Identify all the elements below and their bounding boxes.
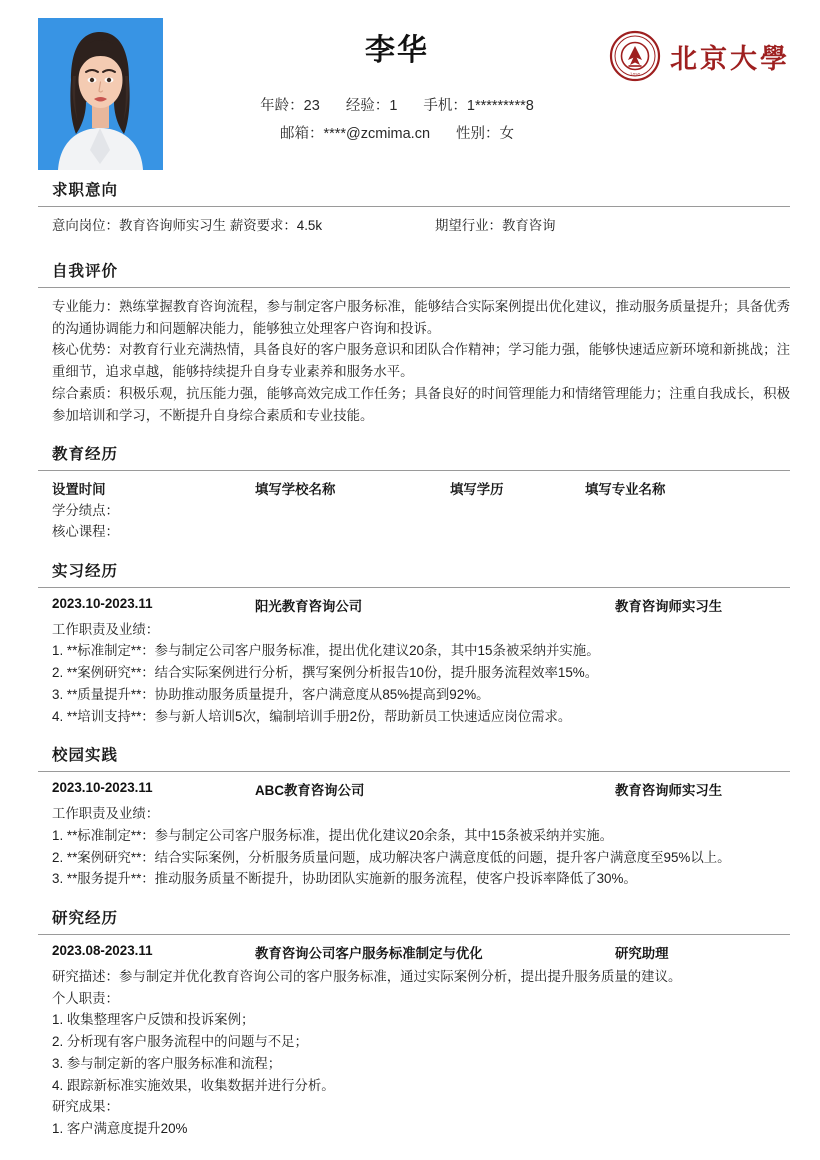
research-project: 教育咨询公司客户服务标准制定与优化 xyxy=(255,946,483,962)
education-gpa: 学分绩点： xyxy=(52,503,119,519)
section-divider xyxy=(38,470,790,471)
list-item: 4. 跟踪新标准实施效果，收集数据并进行分析。 xyxy=(52,1077,335,1093)
experience-label: 经验： xyxy=(345,98,390,114)
campus-practice-body xyxy=(38,780,790,890)
section-internship xyxy=(0,559,820,728)
gender-value: 女 xyxy=(499,125,515,142)
position-label: 意向岗位： xyxy=(52,218,119,233)
research-result-list xyxy=(52,1118,790,1140)
svg-text:1898: 1898 xyxy=(629,71,641,77)
job-intent-left xyxy=(52,215,322,234)
email-label: 邮箱： xyxy=(279,125,324,142)
info-row-1 xyxy=(169,93,625,121)
section-title-self-evaluation: 自我评价 xyxy=(52,263,119,280)
list-item: 4. **培训支持**：参与新人培训5次，编制培训手册2份，帮助新员工快速适应岗位需求。 xyxy=(52,708,572,724)
education-col-school: 填写学校名称 xyxy=(255,482,336,498)
gender-label: 性别： xyxy=(456,125,500,142)
job-intent-right xyxy=(435,215,556,234)
research-result-label: 研究成果： xyxy=(52,1099,119,1115)
internship-date: 2023.10-2023.11 xyxy=(52,595,153,611)
section-title-campus-practice: 校园实践 xyxy=(52,747,119,765)
list-item: 1. 收集整理客户反馈和投诉案例； xyxy=(52,1012,255,1028)
phone-label: 手机： xyxy=(423,98,467,114)
campus-bullet-list xyxy=(52,825,790,890)
list-item: 2. **案例研究**：结合实际案例进行分析，撰写案例分析报告10份，提升服务流程效率15%。 xyxy=(52,665,599,681)
age-value: 23 xyxy=(303,98,320,114)
internship-duty-label: 工作职责及业绩： xyxy=(52,621,160,637)
internship-body xyxy=(38,596,790,728)
profile-photo-image xyxy=(38,18,163,170)
list-item: 1. **标准制定**：参与制定公司客户服务标准，提出优化建议20余条，其中15条被采纳并实施。 xyxy=(52,827,613,843)
research-description: 研究描述：参与制定并优化教育咨询公司的客户服务标准，通过实际案例分析，提出提升服务质量的建议。 xyxy=(52,969,682,985)
section-title-internship: 实习经历 xyxy=(52,562,119,580)
research-duty-label: 个人职责： xyxy=(52,990,119,1006)
research-entry-header xyxy=(52,943,790,966)
internship-role: 教育咨询师实习生 xyxy=(615,598,723,614)
email-value: ****@zcmima.cn xyxy=(323,125,431,142)
list-item: 2. **案例研究**：结合实际案例，分析服务质量问题，成功解决客户满意度低的问题，提升客户满意度至95%以上。 xyxy=(52,849,731,865)
profile-photo xyxy=(38,18,163,170)
education-table-header xyxy=(52,479,790,501)
self-evaluation-body xyxy=(38,296,790,426)
list-item: 3. **质量提升**：协助推动服务质量提升，客户满意度从85%提高到92%。 xyxy=(52,686,490,702)
section-self-evaluation xyxy=(0,259,820,426)
section-job-intent xyxy=(0,178,820,239)
research-bullet-list xyxy=(52,1009,790,1096)
section-campus-practice xyxy=(0,743,820,890)
internship-company: 阳光教育咨询公司 xyxy=(255,598,363,614)
experience-value: 1 xyxy=(389,98,398,114)
education-col-time: 设置时间 xyxy=(52,482,106,498)
list-item: 2. 分析现有客户服务流程中的问题与不足； xyxy=(52,1034,308,1050)
info-row-2 xyxy=(169,121,625,149)
salary-value: 4.5k xyxy=(296,218,323,233)
university-logo xyxy=(625,18,790,82)
phone-value: 1*********8 xyxy=(466,98,534,114)
list-item: 3. 参与制定新的客户服务标准和流程； xyxy=(52,1055,282,1071)
internship-bullet-list xyxy=(52,640,790,727)
page-title: 李华 xyxy=(365,34,429,67)
salary-label: 薪资要求： xyxy=(229,218,297,233)
campus-duty-label: 工作职责及业绩： xyxy=(52,806,160,822)
section-title-research: 研究经历 xyxy=(52,910,119,928)
self-eval-paragraph: 核心优势：对教育行业充满热情，具备良好的客户服务意识和团队合作精神；学习能力强，能够快速适应新环境和新挑战；注重细节，追求卓越，能够持续提升自身专业素养和服务水平。 xyxy=(52,342,790,380)
header-main xyxy=(169,18,625,148)
university-name: 北京大學 xyxy=(670,43,790,75)
education-courses: 核心课程： xyxy=(52,523,119,539)
campus-company: ABC教育咨询公司 xyxy=(255,783,365,799)
campus-role: 教育咨询师实习生 xyxy=(615,783,723,799)
research-role: 研究助理 xyxy=(615,946,669,962)
section-title-education: 教育经历 xyxy=(52,446,119,464)
list-item: 3. **服务提升**：推动服务质量不断提升，协助团队实施新的服务流程，使客户投诉率降低了30%。 xyxy=(52,871,637,887)
section-divider xyxy=(38,934,790,935)
self-eval-paragraph: 专业能力：熟练掌握教育咨询流程，参与制定客户服务标准，能够结合实际案例提出优化建议，推动服务质量提升；具备优秀的沟通协调能力和问题解决能力，能够独立处理客户咨询和投诉。 xyxy=(52,299,790,336)
section-education xyxy=(0,442,820,543)
section-divider xyxy=(38,206,790,207)
industry-value: 教育咨询 xyxy=(501,218,556,233)
internship-entry-header xyxy=(52,596,790,619)
section-divider xyxy=(38,287,790,288)
list-item: 1. 客户满意度提升20% xyxy=(52,1121,188,1136)
campus-entry-header xyxy=(52,780,790,803)
industry-label: 期望行业： xyxy=(435,218,502,233)
section-divider xyxy=(38,771,790,772)
section-divider xyxy=(38,587,790,588)
university-seal-icon xyxy=(609,30,661,82)
age-label: 年龄： xyxy=(260,98,304,114)
education-col-major: 填写专业名称 xyxy=(585,482,666,498)
section-title-job-intent: 求职意向 xyxy=(52,182,119,199)
list-item: 1. **标准制定**：参与制定公司客户服务标准，提出优化建议20条，其中15条被采纳并实施。 xyxy=(52,643,600,659)
position-value: 教育咨询师实习生 xyxy=(118,218,227,233)
education-col-degree: 填写学历 xyxy=(450,482,504,498)
section-research xyxy=(0,906,820,1140)
self-eval-paragraph: 综合素质：积极乐观，抗压能力强，能够高效完成工作任务；具备良好的时间管理能力和情绪管理能力；注重自我成长，积极参加培训和学习，不断提升自身综合素质和专业技能。 xyxy=(52,385,790,423)
job-intent-row xyxy=(52,215,790,239)
research-date: 2023.08-2023.11 xyxy=(52,943,153,959)
job-intent-body xyxy=(38,215,790,239)
education-body xyxy=(38,479,790,543)
resume-header xyxy=(0,0,820,178)
research-body xyxy=(38,943,790,1140)
campus-date: 2023.10-2023.11 xyxy=(52,780,153,796)
